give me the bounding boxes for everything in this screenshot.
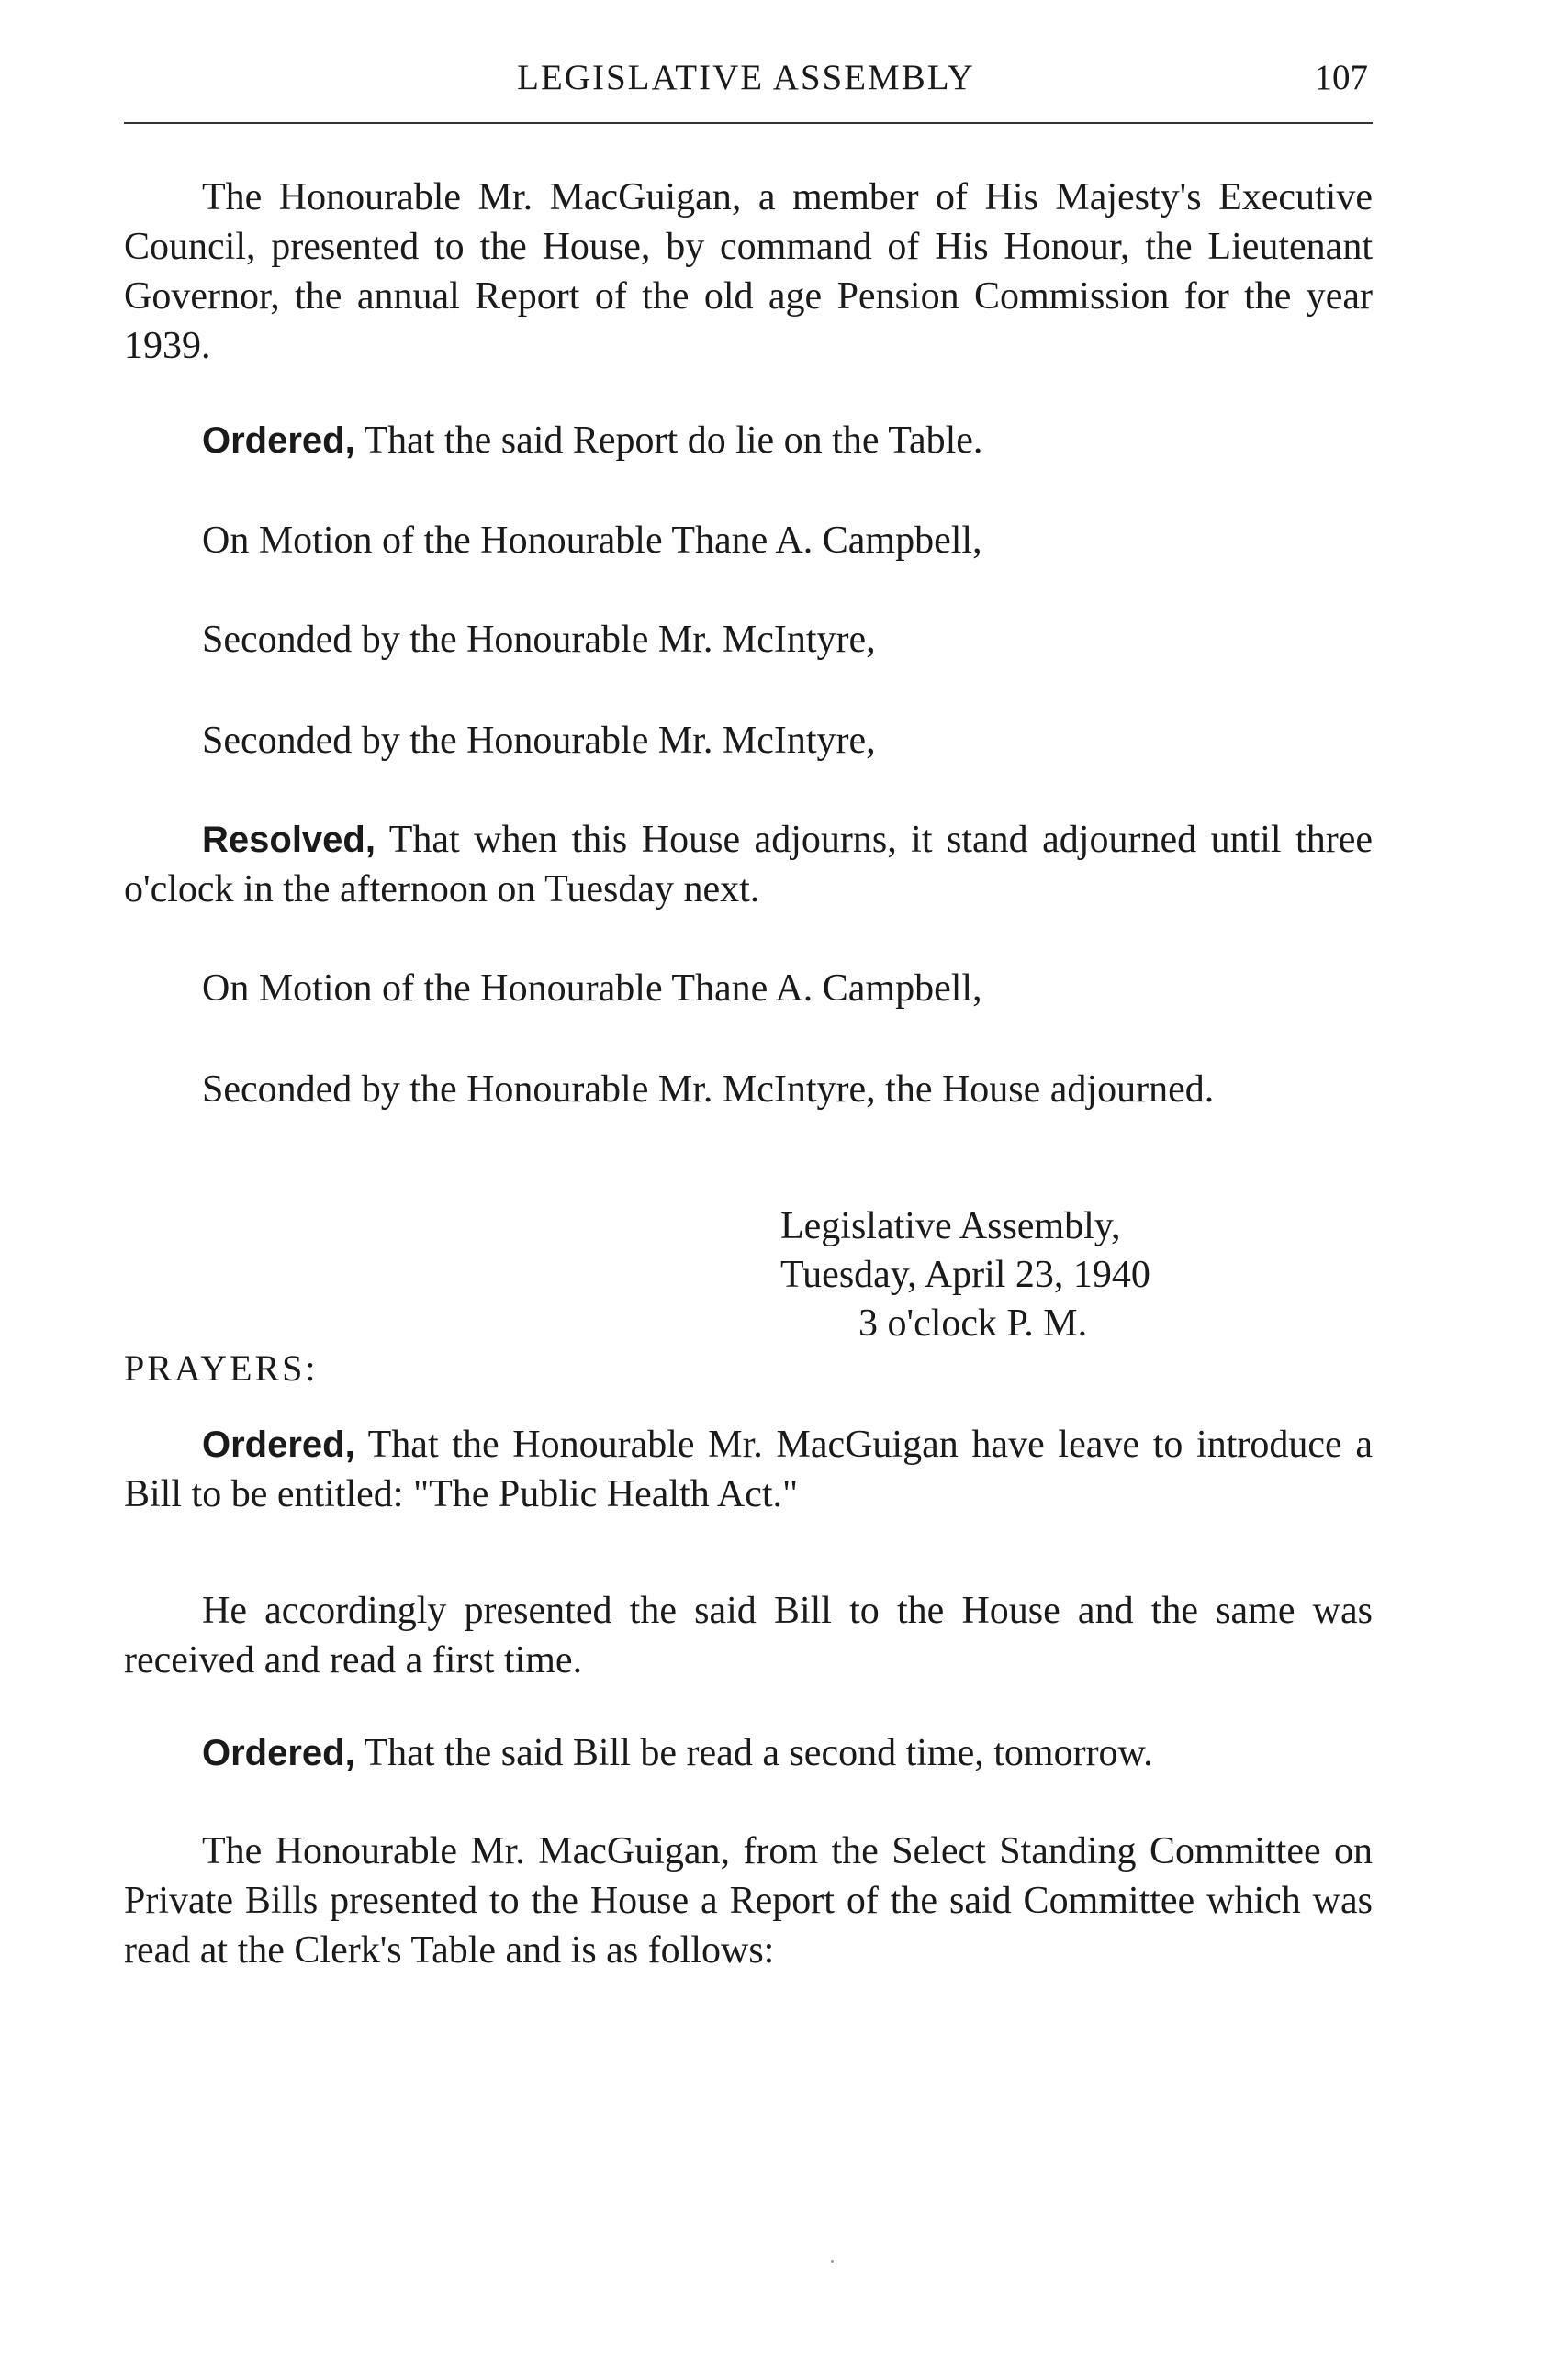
paragraph-bill-first-reading: He accordingly presented the said Bill to the House and the same was received and read a first time. <box>124 1590 1373 1682</box>
paragraph-motion-campbell-2: On Motion of the Honourable Thane A. Campbell, <box>202 967 982 1010</box>
page-number: 107 <box>1314 58 1368 97</box>
paragraph-ordered-second-reading <box>202 1728 1153 1778</box>
ordered-keyword: Ordered, <box>202 1425 355 1465</box>
paragraph-house-adjourned: Seconded by the Honourable Mr. McIntyre, the House adjourned. <box>202 1068 1215 1111</box>
running-header <box>124 57 1368 112</box>
ordered-keyword: Ordered, <box>202 420 355 461</box>
paragraph-committee-report: The Honourable Mr. MacGuigan, from the Select Standing Committee on Private Bills presented to the House a Report of the said Committee which was read at the Clerk's Table and is as follows: <box>124 1830 1373 1972</box>
ordered-text: That the Honourable Mr. MacGuigan have leave to introduce a Bill to be entitled: "The Public Health Act." <box>124 1424 1373 1515</box>
paragraph-ordered-lie-on-table <box>202 416 982 465</box>
ordered-keyword: Ordered, <box>202 1733 355 1773</box>
paragraph-seconded-mcintyre-1: Seconded by the Honourable Mr. McIntyre, <box>202 619 876 661</box>
prayers-heading: PRAYERS: <box>124 1347 319 1389</box>
header-rule <box>124 122 1373 124</box>
paragraph-resolved-adjourn <box>124 815 1373 914</box>
paper-speck <box>831 2260 834 2263</box>
paragraph-report-presented: The Honourable Mr. MacGuigan, a member of His Majesty's Executive Council, presented to the House, by command of His Honour, the Lieutenant Governor, the annual Report of the old age Pension Commission for the year 1939. <box>124 176 1373 367</box>
assembly-name: Legislative Assembly, <box>780 1205 1121 1247</box>
session-time: 3 o'clock P. M. <box>858 1302 1088 1345</box>
resolved-text: That when this House adjourns, it stand adjourned until three o'clock in the afternoon on Tuesday next. <box>124 819 1373 911</box>
ordered-text: That the said Bill be read a second time, tomorrow. <box>354 1732 1153 1774</box>
session-date-block <box>780 1202 1295 1348</box>
ordered-text: That the said Report do lie on the Table. <box>354 419 983 462</box>
session-date: Tuesday, April 23, 1940 <box>780 1254 1150 1296</box>
paragraph-seconded-mcintyre-2: Seconded by the Honourable Mr. McIntyre, <box>202 720 876 762</box>
paragraph-ordered-leave-bill <box>124 1420 1373 1519</box>
resolved-keyword: Resolved, <box>202 820 376 860</box>
paragraph-motion-campbell: On Motion of the Honourable Thane A. Campbell, <box>202 520 982 562</box>
header-title: LEGISLATIVE ASSEMBLY <box>517 58 975 97</box>
